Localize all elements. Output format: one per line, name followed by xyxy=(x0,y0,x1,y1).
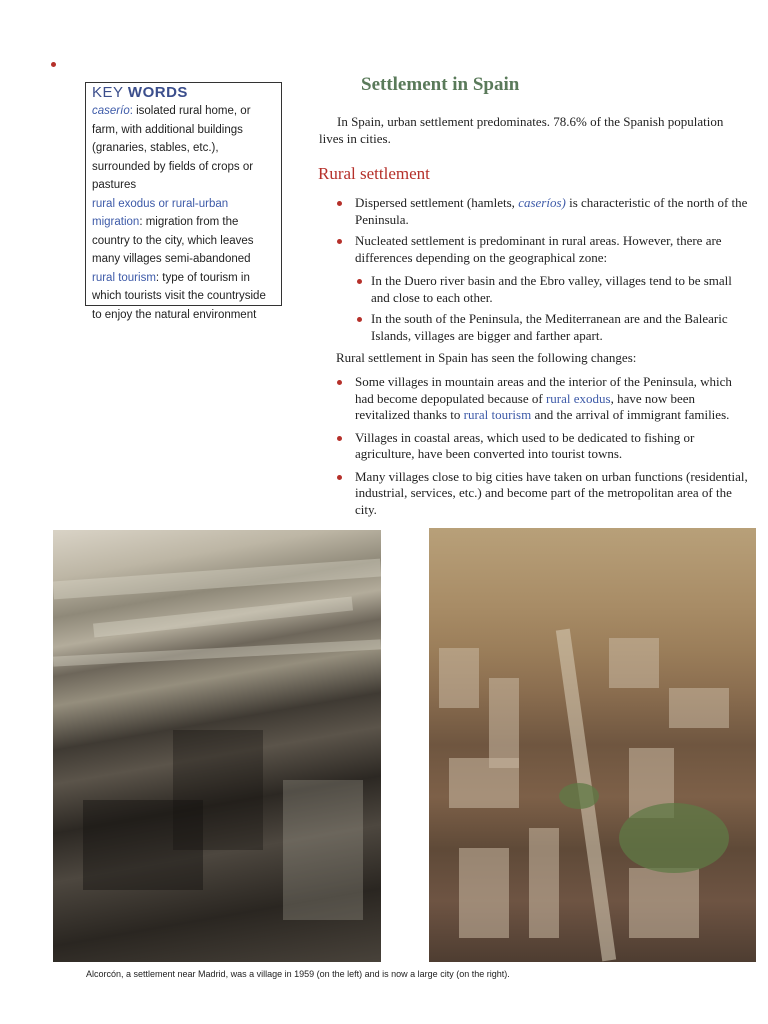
list-item-text: and the arrival of immigrant families. xyxy=(531,407,730,422)
sublist-item-south xyxy=(371,311,741,344)
photo-caption: Alcorcón, a settlement near Madrid, was a village in 1959 (on the left) and is now a large city (on the right). xyxy=(86,969,510,979)
list-item-text: Dispersed settlement (hamlets, xyxy=(355,195,519,210)
changes-intro-paragraph: Rural settlement in Spain has seen the following changes: xyxy=(336,350,637,365)
term-rural-tourism: rural tourism xyxy=(463,407,532,422)
rural-settlement-list xyxy=(355,195,750,271)
term-caserios: caseríos) xyxy=(518,195,566,210)
photo-village-1959 xyxy=(53,530,381,962)
sublist-item-duero-ebro xyxy=(371,273,741,306)
key-word-term: rural exodus or rural-urban migration xyxy=(92,197,229,228)
list-item-mountain-villages xyxy=(355,374,750,424)
bullet-icon xyxy=(337,475,342,480)
page-bullet-mark xyxy=(51,62,56,67)
list-item-text: Many villages close to big cities have taken on urban functions (residential, industrial, services, etc.) and become part of the metropolitan area of the city. xyxy=(355,468,748,517)
bullet-icon xyxy=(357,317,362,322)
list-item-text: Villages in coastal areas, which used to be dedicated to fishing or agriculture, have been converted into tourist towns. xyxy=(355,429,695,461)
bullet-icon xyxy=(337,436,342,441)
list-item-text: Some villages in mountain areas and the interior of the Peninsula, which had become depopulated because of xyxy=(355,374,732,406)
key-word-separator: : xyxy=(129,105,137,117)
list-item-text: In the south of the Peninsula, the Mediterranean are and the Balearic Islands, villages are bigger and farther apart. xyxy=(371,311,728,343)
list-item-city-villages xyxy=(355,469,750,519)
key-words-box xyxy=(85,82,282,321)
list-item-text: is characteristic of the north of the Peninsula. xyxy=(355,195,748,227)
key-word-term: caserío xyxy=(92,105,130,117)
intro-paragraph: In Spain, urban settlement predominates. 78.6% of the Spanish population lives in cities. xyxy=(319,114,724,146)
key-word-entry-rural-tourism xyxy=(92,269,275,325)
list-item-text: In the Duero river basin and the Ebro valley, villages tend to be small and close to each other. xyxy=(371,273,732,305)
bullet-icon xyxy=(337,380,342,385)
key-word-entry-caserio xyxy=(92,102,275,195)
bullet-icon xyxy=(337,201,342,206)
bullet-icon xyxy=(357,279,362,284)
key-word-term: rural tourism xyxy=(92,271,156,284)
key-word-entry-rural-exodus xyxy=(92,195,275,269)
list-item-dispersed xyxy=(355,195,750,228)
page-title: Settlement in Spain xyxy=(361,74,520,95)
term-rural-exodus: rural exodus xyxy=(545,390,611,406)
key-words-title-bold: WORDS xyxy=(127,84,188,101)
photo-city-today xyxy=(429,528,756,962)
list-item-text: Nucleated settlement is predominant in rural areas. However, there are differences depending on the geographical zone: xyxy=(355,233,722,265)
key-word-separator: : xyxy=(155,271,163,284)
key-word-definition: migration from the country to the city, which leaves many villages semi-abandoned xyxy=(92,216,254,265)
list-item-text: , have now been revitalized thanks to xyxy=(355,390,696,422)
key-words-title-prefix: KEY xyxy=(92,84,124,101)
key-word-separator: : xyxy=(139,216,146,228)
list-item-coastal-villages xyxy=(355,430,750,463)
key-words-title xyxy=(92,84,275,102)
geographical-zone-sublist xyxy=(371,273,741,349)
bullet-icon xyxy=(337,239,342,244)
changes-list xyxy=(355,374,750,524)
key-word-definition: isolated rural home, or farm, with additional buildings (granaries, stables, etc.), surrounded by fields of crops or pastures xyxy=(92,105,254,191)
key-word-definition: type of tourism in which tourists visit the countryside to enjoy the natural environment xyxy=(92,271,266,321)
section-heading-rural-settlement: Rural settlement xyxy=(318,164,430,183)
list-item-nucleated xyxy=(355,233,750,266)
